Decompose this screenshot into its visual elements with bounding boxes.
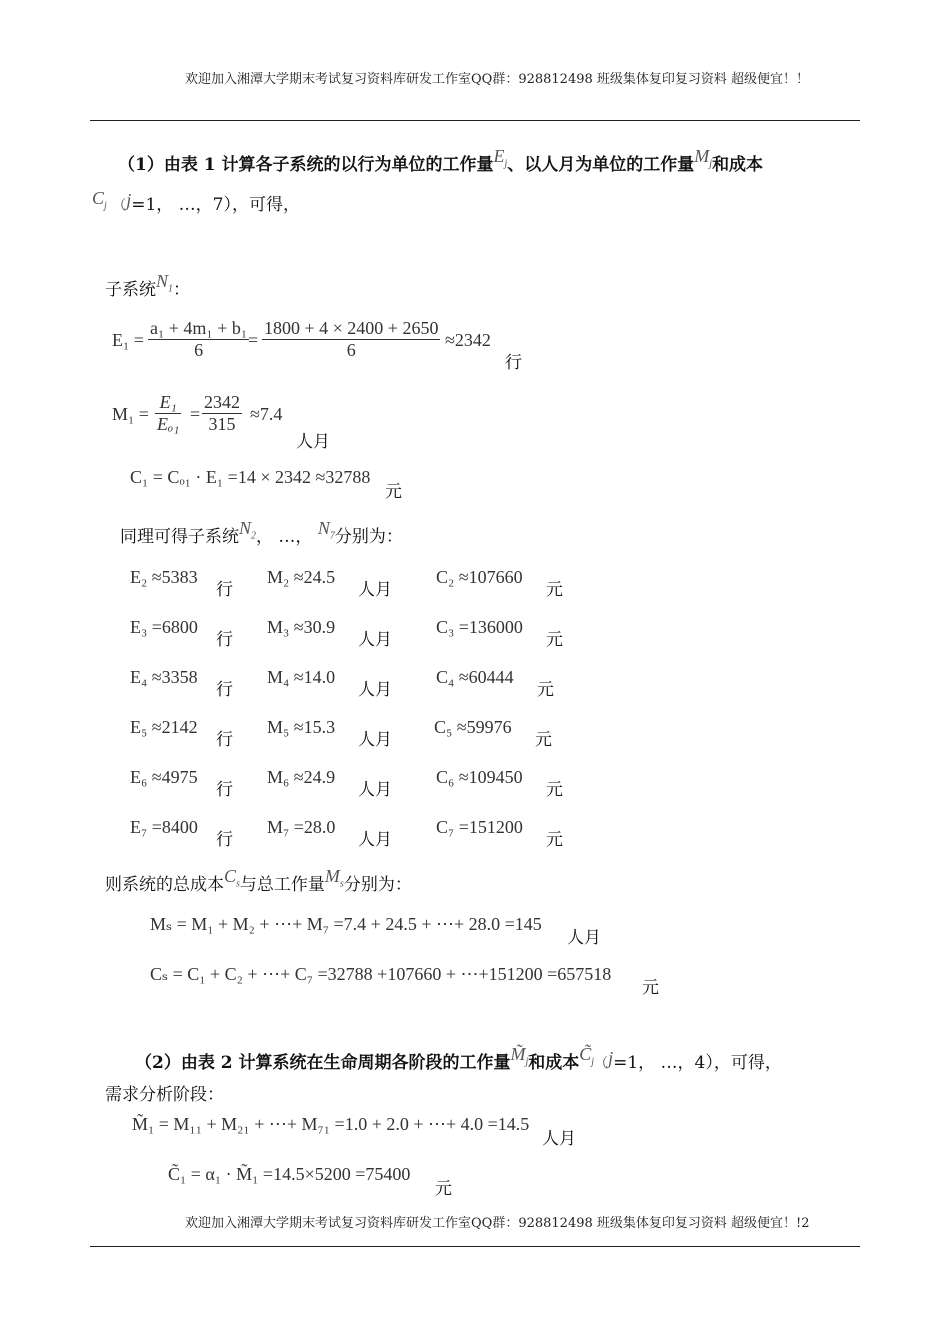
subsystem1-label: 子系统$N_1$： — [105, 271, 191, 300]
M1-fraction-1: $\frac{\text{E₁}}{\text{Eₒ₁}}$ — [157, 392, 180, 434]
row-6-M-unit: 人月 — [358, 780, 392, 800]
row-7-M-unit: 人月 — [358, 830, 392, 850]
C1-formula: C₁ = Cₒ₁ · E₁ =14 × 2342 ≈32788 — [130, 467, 371, 487]
M1-eq2: = — [190, 404, 201, 424]
row-4-E: E₄ ≈3358 — [130, 667, 198, 687]
C1-tilde-formula: C̃₁ = α₁ · M̃₁ =14.5×5200 =75400 — [168, 1164, 411, 1184]
row-2-M: M₂ ≈24.5 — [267, 567, 336, 587]
part1-text-c: 和成本 — [712, 155, 764, 175]
Cs-symbol: $C_s$ — [224, 866, 240, 890]
row-6-C-unit: 元 — [546, 780, 563, 800]
row-2-C: C₂ ≈107660 — [436, 567, 523, 587]
part2-sym-M: $M̃_j$ — [510, 1044, 529, 1068]
E1-result: ≈2342 — [445, 330, 491, 350]
M1-unit: 人月 — [296, 432, 330, 452]
row-3-E-unit: 行 — [216, 630, 233, 650]
C1-tilde-unit: 元 — [435, 1179, 452, 1199]
row-3-C-unit: 元 — [546, 630, 563, 650]
N2-symbol: $N_2$ — [239, 518, 257, 542]
part2-heading: （2）由表 2 计算系统在生命周期各阶段的工作量$M̃_j$和成本$C̃_j(j=1$， …，4），可得， — [135, 1044, 782, 1073]
row-5-M: M₅ ≈15.3 — [267, 717, 336, 737]
part1-text-a: （1）由表 1 计算各子系统的以行为单位的工作量 — [118, 155, 494, 175]
row-7-M: M₇ =28.0 — [267, 817, 336, 837]
M1-lhs: M₁ = — [112, 404, 149, 424]
row-4-M-unit: 人月 — [358, 680, 392, 700]
row-7-E: E₇ =8400 — [130, 817, 198, 837]
row-7-C: C₇ =151200 — [436, 817, 523, 837]
row-2-C-unit: 元 — [546, 580, 563, 600]
part1-sym-E: $E_j$ — [493, 146, 508, 170]
row-6-E: E₆ ≈4975 — [130, 767, 198, 787]
row-2-E: E₂ ≈5383 — [130, 567, 198, 587]
E1-fraction-2: $\frac{1800 + 4 \times 2400 + 2650}{6}$ — [264, 318, 439, 360]
row-4-M: M₄ ≈14.0 — [267, 667, 336, 687]
row-5-M-unit: 人月 — [358, 730, 392, 750]
Ms-unit: 人月 — [567, 928, 601, 948]
row-7-C-unit: 元 — [546, 830, 563, 850]
row-3-M-unit: 人月 — [358, 630, 392, 650]
row-2-E-unit: 行 — [216, 580, 233, 600]
row-6-E-unit: 行 — [216, 780, 233, 800]
part1-text-b: 、以人月为单位的工作量 — [507, 155, 695, 175]
footer-rule — [90, 1246, 860, 1247]
row-5-C: C₅ ≈59976 — [434, 717, 512, 737]
Ms-symbol: $M_s$ — [324, 866, 344, 890]
part1-sym-M: $M_j$ — [694, 146, 713, 170]
row-6-M: M₆ ≈24.9 — [267, 767, 336, 787]
row-2-M-unit: 人月 — [358, 580, 392, 600]
Cs-formula: Cₛ = C₁ + C₂ + ⋯+ C₇ =32788 +107660 + ⋯+151200 =657518 — [150, 964, 612, 984]
M1-fraction-2: $\frac{2342}{315}$ — [204, 392, 240, 434]
N7-symbol: $N_7$ — [317, 518, 335, 542]
row-3-C: C₃ =136000 — [436, 617, 523, 637]
row-3-M: M₃ ≈30.9 — [267, 617, 336, 637]
page-header: 欢迎加入湘潭大学期末考试复习资料库研发工作室QQ群：928812498 班级集体复印复习资料 超级便宜！！ — [185, 72, 810, 87]
Cs-unit: 元 — [642, 978, 659, 998]
row-5-C-unit: 元 — [535, 730, 552, 750]
page-footer: 欢迎加入湘潭大学期末考试复习资料库研发工作室QQ群：928812498 班级集体复印复习资料 超级便宜！!2 — [185, 1216, 810, 1231]
total-intro: 则系统的总成本$C_s$与总工作量$M_s$分别为： — [105, 866, 412, 895]
C1-unit: 元 — [385, 482, 402, 502]
E1-fraction-1: $\frac{\text{a₁ + 4m₁ + b₁}}{6}$ — [150, 318, 248, 360]
row-3-E: E₃ =6800 — [130, 617, 198, 637]
part1-line2: $C_j$ （j=1， …，7），可得， — [92, 188, 300, 215]
row-7-E-unit: 行 — [216, 830, 233, 850]
E1-unit: 行 — [505, 353, 522, 373]
E1-lhs: E₁ = — [112, 330, 144, 350]
E1-eq2: = — [248, 330, 259, 350]
row-4-C: C₄ ≈60444 — [436, 667, 514, 687]
M1-tilde-unit: 人月 — [542, 1129, 576, 1149]
row-5-E: E₅ ≈2142 — [130, 717, 198, 737]
part1-heading — [118, 146, 764, 178]
row-4-E-unit: 行 — [216, 680, 233, 700]
Ms-formula: Mₛ = M₁ + M₂ + ⋯+ M₇ =7.4 + 24.5 + ⋯+ 28.0 =145 — [150, 914, 542, 934]
part2-sym-C: $C̃_j$ — [579, 1044, 595, 1068]
part1-sym-C: $C_j$ — [92, 188, 107, 212]
N1-symbol: $N_1$ — [156, 271, 174, 295]
M1-result: ≈7.4 — [250, 404, 283, 424]
same-way-line: 同理可得子系统$N_2$， …， $N_7$分别为： — [120, 518, 403, 547]
part2-stage-label: 需求分析阶段： — [105, 1085, 224, 1105]
header-rule — [90, 120, 860, 121]
M1-tilde-formula: M̃₁ = M₁₁ + M₂₁ + ⋯+ M₇₁ =1.0 + 2.0 + ⋯+ 4.0 =14.5 — [132, 1114, 530, 1134]
row-5-E-unit: 行 — [216, 730, 233, 750]
row-4-C-unit: 元 — [537, 680, 554, 700]
row-6-C: C₆ ≈109450 — [436, 767, 523, 787]
